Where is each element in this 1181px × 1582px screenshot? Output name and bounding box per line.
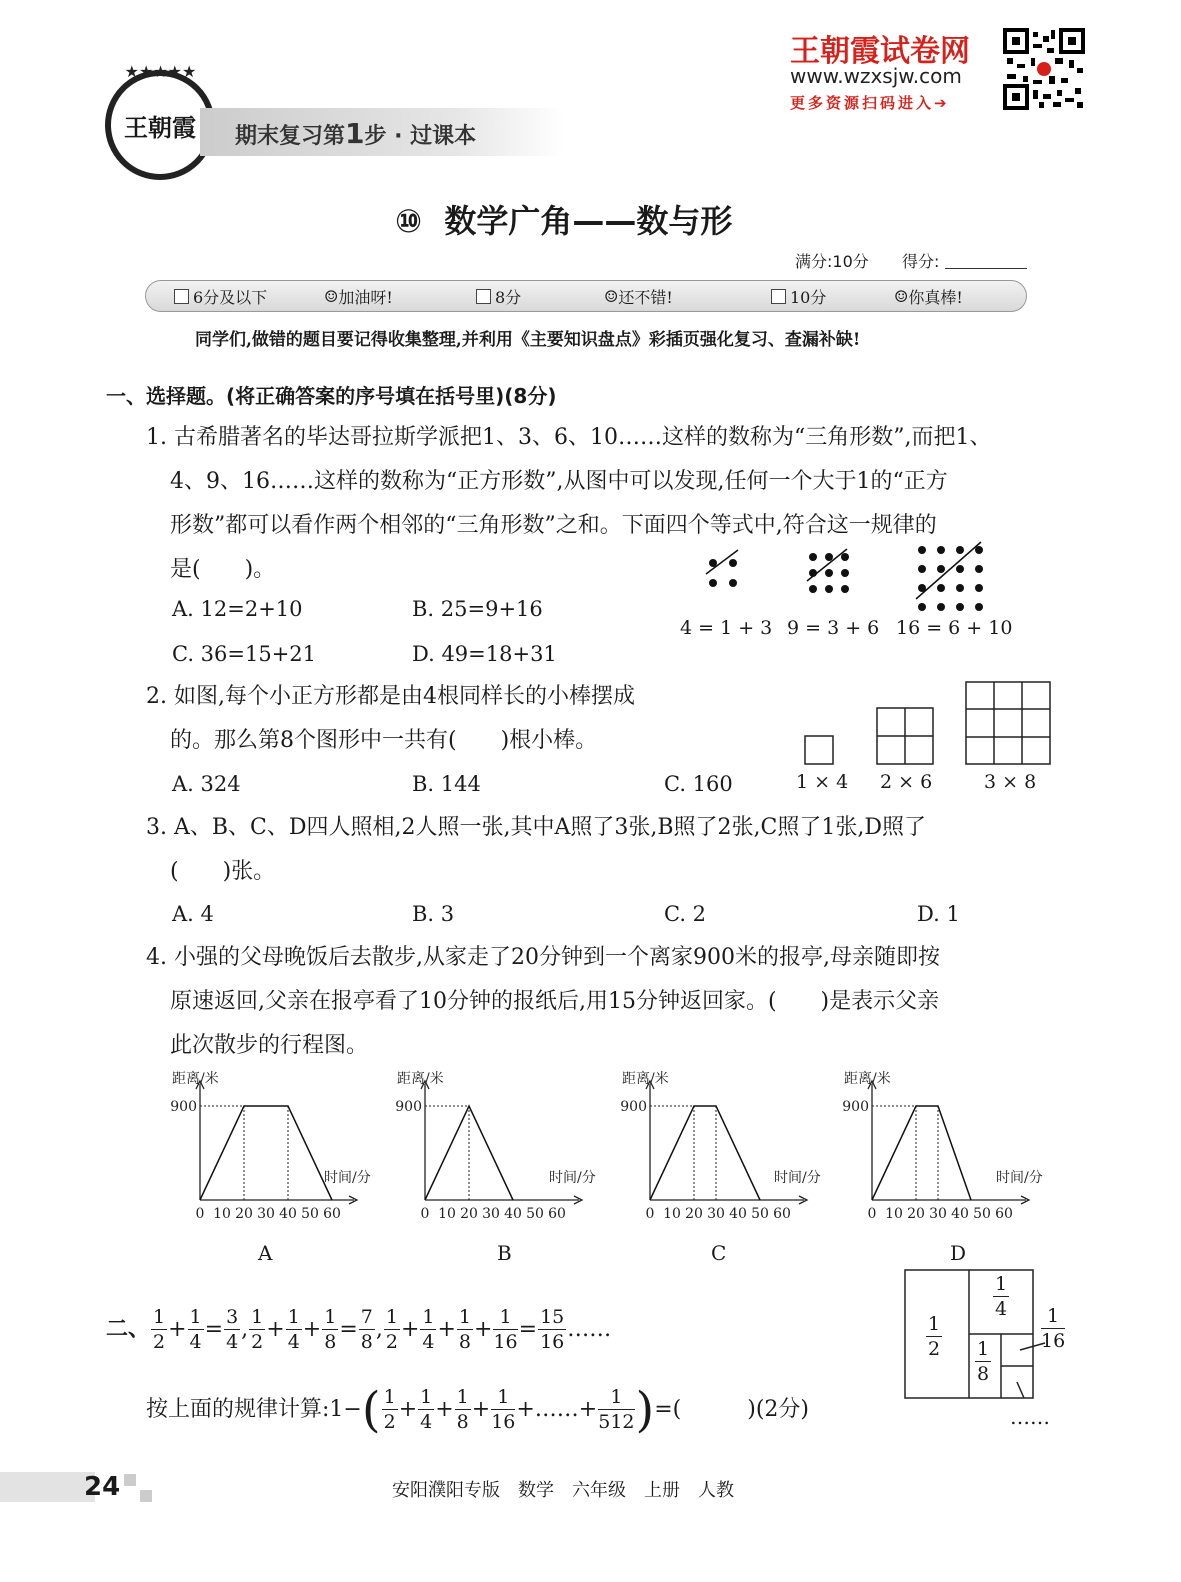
x-tick-label: 20 xyxy=(235,1206,253,1222)
x-tick-label: 30 xyxy=(707,1206,725,1222)
q1-dot-figures xyxy=(680,540,1020,615)
q4-line: 原速返回,父亲在报亭看了10分钟的报纸后,用15分钟返回家。( )是表示父亲 xyxy=(170,989,940,1014)
q1-option-a[interactable]: A. 12=2+10 xyxy=(172,597,303,621)
section2-prefix: 二、 xyxy=(106,1317,151,1342)
checkbox[interactable] xyxy=(174,289,189,304)
dot xyxy=(825,585,833,593)
section2-calc: 按上面的规律计算:1−( $\frac{1}{2}$ + $\frac{1}{4}$ + $\frac{1}{8}$ + $\frac{1}{16}$ +……+ $\frac{1}{512}$ )=( )(2分) xyxy=(146,1382,810,1438)
x-tick-label: 40 xyxy=(729,1206,747,1222)
x-tick-label: 60 xyxy=(773,1206,791,1222)
x-tick-label: 40 xyxy=(951,1206,969,1222)
score-full: 满分:10分 xyxy=(795,252,869,271)
grid-3x3 xyxy=(966,682,1050,764)
x-tick-label: 40 xyxy=(504,1206,522,1222)
graph-name-a[interactable]: A xyxy=(258,1241,273,1265)
dot xyxy=(841,585,849,593)
x-tick-label: 50 xyxy=(301,1206,319,1222)
q2-fig-label-2: 2 × 6 xyxy=(880,771,933,793)
dots-3x3 xyxy=(809,553,849,593)
score-comment-mid: ☺ 还不错! xyxy=(604,286,673,307)
dot xyxy=(956,546,964,554)
dot xyxy=(937,565,945,573)
title-text: 数学广角——数与形 xyxy=(444,202,733,240)
q2-text xyxy=(146,675,635,763)
dot xyxy=(937,603,945,611)
x-axis-label: 时间/分 xyxy=(324,1170,371,1186)
tip-note: 同学们,做错的题目要记得收集整理,并利用《主要知识盘点》彩插页强化复习、查漏补缺! xyxy=(195,330,861,350)
grid-1x1 xyxy=(805,736,833,764)
series-ellipsis: …… xyxy=(567,1317,612,1342)
q4-line: 4. 小强的父母晚饭后去散步,从家走了20分钟到一个离家900米的报亭,母亲随即按 xyxy=(146,945,940,970)
x-tick-label: 20 xyxy=(907,1206,925,1222)
qr-code-icon[interactable] xyxy=(1003,28,1085,110)
x-axis-label: 时间/分 xyxy=(996,1170,1043,1186)
dot xyxy=(975,603,983,611)
y-tick-label: 900 xyxy=(842,1099,869,1115)
calc-answer[interactable]: =( )(2分) xyxy=(654,1397,810,1422)
score-level-high[interactable]: 10分 xyxy=(771,281,826,311)
q1-fig-label-3: 16 = 6 + 10 xyxy=(896,617,1013,639)
y-axis-label: 距离/米 xyxy=(622,1071,669,1087)
score-comment-low: ☺ 加油呀! xyxy=(324,286,393,307)
q3-option-c[interactable]: C. 2 xyxy=(664,902,707,926)
section2-series: 二、 $\frac{1}{2}$ + $\frac{1}{4}$ = $\frac{3}{4}$ , $\frac{1}{2}$ + $\frac{1}{4}$ + $\frac{1}{8}$ = $\frac{7}{8}$ , $\frac{1}{2}$ + $\frac{1}{4}$ + $\frac{1}{8}$ + $\frac{1}{16}$ = $\frac{15}{16}$ …… xyxy=(106,1306,612,1353)
dot xyxy=(841,569,849,577)
x-tick-label: 50 xyxy=(751,1206,769,1222)
q3-option-b[interactable]: B. 3 xyxy=(412,902,455,926)
footer-band xyxy=(0,1472,95,1502)
q4-travel-graphs xyxy=(160,1070,1070,1230)
x-tick-label: 20 xyxy=(685,1206,703,1222)
graph-name-d[interactable]: D xyxy=(950,1241,967,1265)
q3-line: 3. A、B、C、D四人照相,2人照一张,其中A照了3张,B照了2张,C照了1张,D照了 xyxy=(146,815,926,840)
page-title xyxy=(395,196,732,242)
x-tick-label: 0 xyxy=(195,1206,205,1222)
q2-line: 2. 如图,每个小正方形都是由4根同样长的小棒摆成 xyxy=(146,684,635,709)
badge-stars: ★★★★★ xyxy=(124,62,197,81)
dots-2x2 xyxy=(709,559,737,587)
x-axis-label: 时间/分 xyxy=(549,1170,596,1186)
q1-option-c[interactable]: C. 36=15+21 xyxy=(172,642,317,666)
score-blank[interactable] xyxy=(945,268,1027,269)
q4-text xyxy=(146,936,1076,1068)
q3-text xyxy=(146,806,926,894)
smiley-icon: ☺ xyxy=(604,286,619,306)
x-tick-label: 50 xyxy=(526,1206,544,1222)
x-axis-label: 时间/分 xyxy=(774,1170,821,1186)
x-tick-label: 10 xyxy=(885,1206,903,1222)
x-tick-label: 60 xyxy=(548,1206,566,1222)
x-tick-label: 60 xyxy=(323,1206,341,1222)
x-tick-label: 10 xyxy=(213,1206,231,1222)
dot xyxy=(825,553,833,561)
x-tick-label: 30 xyxy=(929,1206,947,1222)
dot xyxy=(937,584,945,592)
x-tick-label: 0 xyxy=(420,1206,430,1222)
y-tick-label: 900 xyxy=(170,1099,197,1115)
y-tick-label: 900 xyxy=(395,1099,422,1115)
dot xyxy=(937,546,945,554)
x-tick-label: 40 xyxy=(279,1206,297,1222)
x-tick-label: 10 xyxy=(663,1206,681,1222)
dot xyxy=(825,569,833,577)
q1-line: 4、9、16……这样的数称为“正方形数”,从图中可以发现,任何一个大于1的“正方 xyxy=(170,469,948,494)
x-tick-label: 50 xyxy=(973,1206,991,1222)
q1-fig-label-1: 4 = 1 + 3 xyxy=(680,617,773,639)
checkbox[interactable] xyxy=(476,289,491,304)
banner-suffix: 步 · 过课本 xyxy=(364,124,477,149)
dots-4x4 xyxy=(918,546,983,611)
q2-option-b[interactable]: B. 144 xyxy=(412,772,481,796)
x-tick-label: 30 xyxy=(482,1206,500,1222)
fig-frac-quarter: $\frac{1}{4}$ xyxy=(995,1273,1008,1320)
dot xyxy=(918,603,926,611)
footer-edition: 安阳濮阳专版 数学 六年级 上册 人教 xyxy=(392,1480,734,1501)
q4-line: 此次散步的行程图。 xyxy=(170,1033,369,1058)
grid-2x2 xyxy=(877,708,933,764)
calc-label: 按上面的规律计算: xyxy=(146,1397,330,1422)
graph-name-b[interactable]: B xyxy=(497,1241,512,1265)
q3-option-a[interactable]: A. 4 xyxy=(172,902,214,926)
x-tick-label: 10 xyxy=(438,1206,456,1222)
fig-ellipsis: …… xyxy=(1010,1405,1050,1429)
x-tick-label: 20 xyxy=(460,1206,478,1222)
series-line xyxy=(200,1106,332,1200)
score-got-label: 得分: xyxy=(902,252,940,271)
dot xyxy=(809,585,817,593)
series-line xyxy=(650,1106,760,1200)
fig-frac-eighth: $\frac{1}{8}$ xyxy=(977,1338,990,1385)
series-line xyxy=(872,1106,971,1200)
dot xyxy=(956,603,964,611)
q1-line: 形数”都可以看作两个相邻的“三角形数”之和。下面四个等式中,符合这一规律的 xyxy=(170,513,937,538)
footer-deco xyxy=(124,1474,154,1504)
y-axis-label: 距离/米 xyxy=(844,1071,891,1087)
q1-fig-label-2: 9 = 3 + 6 xyxy=(787,617,880,639)
banner-text: 期末复习第 xyxy=(235,124,346,149)
dot xyxy=(975,565,983,573)
checkbox[interactable] xyxy=(771,289,786,304)
score-bar xyxy=(145,280,1027,312)
smiley-icon: ☺ xyxy=(324,286,339,306)
q2-option-a[interactable]: A. 324 xyxy=(172,772,241,796)
q2-line: 的。那么第8个图形中一共有( )根小棒。 xyxy=(170,728,598,753)
score-level-low[interactable]: 6分及以下 xyxy=(174,281,267,311)
x-tick-label: 30 xyxy=(257,1206,275,1222)
section1-heading: 一、选择题。(将正确答案的序号填在括号里)(8分) xyxy=(106,384,557,408)
q2-fig-label-1: 1 × 4 xyxy=(796,771,849,793)
q2-fig-label-3: 3 × 8 xyxy=(984,771,1037,793)
smiley-icon: ☺ xyxy=(894,286,909,306)
q1-option-d[interactable]: D. 49=18+31 xyxy=(412,642,557,666)
q1-line: 1. 古希腊著名的毕达哥拉斯学派把1、3、6、10……这样的数称为“三角形数”,而把1、 xyxy=(146,425,992,450)
q3-option-d[interactable]: D. 1 xyxy=(917,902,960,926)
y-tick-label: 900 xyxy=(620,1099,647,1115)
q2-option-c[interactable]: C. 160 xyxy=(664,772,733,796)
step-banner xyxy=(200,108,565,156)
brand-badge xyxy=(105,62,215,180)
y-axis-label: 距离/米 xyxy=(397,1071,444,1087)
dot xyxy=(956,584,964,592)
x-tick-label: 0 xyxy=(867,1206,877,1222)
brand-slogan: 更多资源扫码进入➔ xyxy=(790,94,950,112)
y-axis-label: 距离/米 xyxy=(172,1071,219,1087)
dot xyxy=(918,546,926,554)
dot xyxy=(975,584,983,592)
dot xyxy=(956,565,964,573)
fig-frac-half: $\frac{1}{2}$ xyxy=(928,1313,941,1360)
dot xyxy=(841,553,849,561)
brand-title: 王朝霞试卷网 xyxy=(790,34,970,69)
score-level-mid[interactable]: 8分 xyxy=(476,281,521,311)
series-line xyxy=(425,1106,513,1200)
q1-option-b[interactable]: B. 25=9+16 xyxy=(412,597,543,621)
q3-line: ( )张。 xyxy=(170,859,276,884)
x-tick-label: 60 xyxy=(995,1206,1013,1222)
fig-frac-sixteenth: $\frac{1}{16}$ xyxy=(1041,1305,1066,1352)
brand-url[interactable]: www.wzxsjw.com xyxy=(790,64,962,88)
x-tick-label: 0 xyxy=(645,1206,655,1222)
banner-step: 1 xyxy=(345,117,365,150)
score-comment-high: ☺ 你真棒! xyxy=(894,286,963,307)
q2-square-figures xyxy=(800,680,1060,770)
title-number: ⑩ xyxy=(395,202,423,240)
q1-line: 是( )。 xyxy=(170,557,276,582)
dot xyxy=(809,553,817,561)
page-number: 24 xyxy=(84,1472,121,1502)
dot xyxy=(918,565,926,573)
graph-name-c[interactable]: C xyxy=(711,1241,727,1265)
badge-text: 王朝霞 xyxy=(124,113,196,142)
